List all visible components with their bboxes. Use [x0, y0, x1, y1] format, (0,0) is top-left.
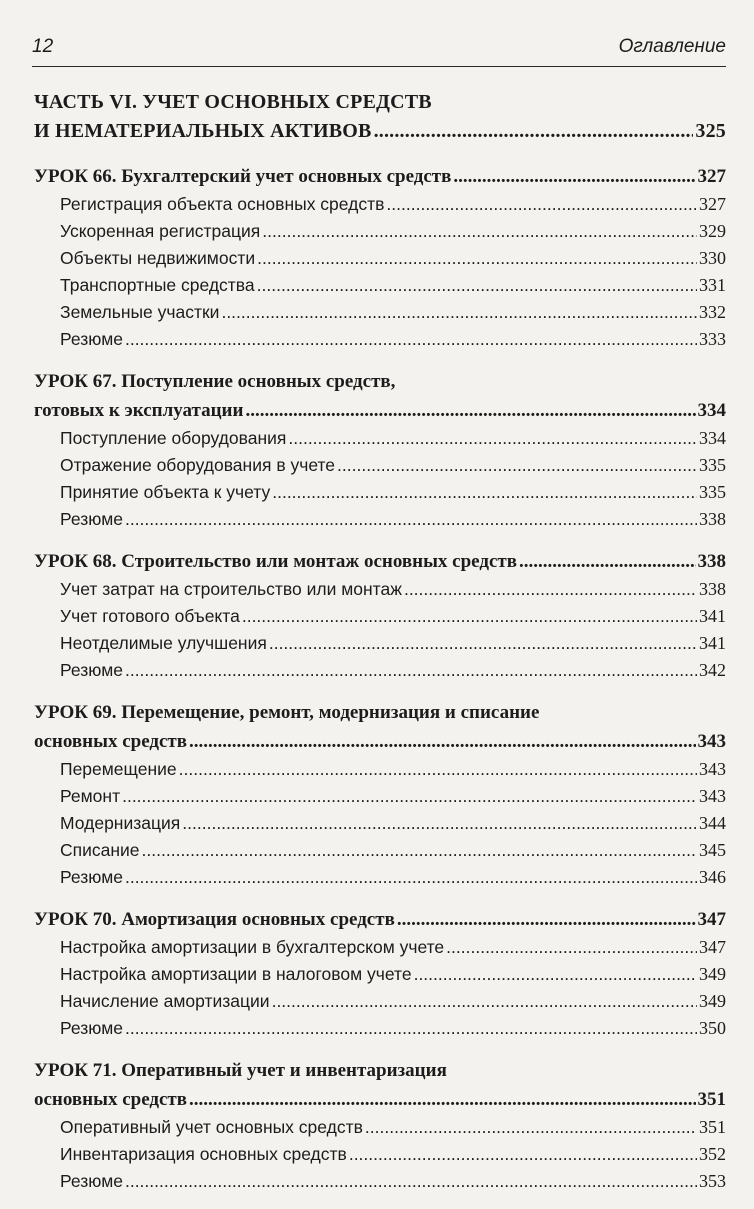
- dot-leader: [446, 934, 697, 961]
- toc-item: [60, 218, 726, 245]
- toc-item-label: Начисление амортизации: [60, 991, 270, 1011]
- lesson-title-line: УРОК 70. Амортизация основных средств ..... 347: [34, 905, 726, 934]
- toc-item-label: Резюме: [60, 660, 123, 680]
- toc-item-label: Отражение оборудования в учете: [60, 455, 336, 475]
- lesson-entry: [34, 367, 726, 533]
- toc-item-page: 350: [699, 1018, 726, 1038]
- toc-item: [60, 576, 726, 603]
- lesson-title-line: УРОК 71. Оперативный учет и инвентаризация: [34, 1060, 447, 1081]
- toc-item-label: Списание: [60, 840, 140, 860]
- lesson-subsections: [34, 1114, 726, 1195]
- lesson-title-line: УРОК 66. Бухгалтерский учет основных средств ..... 327: [34, 162, 726, 191]
- dot-leader: [404, 576, 697, 603]
- dot-leader: [125, 1015, 697, 1042]
- toc-item: [60, 326, 726, 353]
- toc-item-label: Резюме: [60, 329, 123, 349]
- toc-item-label: Объекты недвижимости: [60, 248, 256, 268]
- dot-leader: [179, 756, 697, 783]
- lesson-page: 338: [697, 551, 726, 572]
- dot-leader: [374, 117, 694, 146]
- toc-item-label: Неотделимые улучшения: [60, 633, 267, 653]
- toc-item: [60, 1015, 726, 1042]
- dot-leader: [125, 657, 697, 684]
- toc-item-label: Резюме: [60, 867, 123, 887]
- dot-leader: [262, 218, 697, 245]
- toc-item: [60, 934, 726, 961]
- dot-leader: [257, 245, 697, 272]
- toc-item-label: Резюме: [60, 1018, 123, 1038]
- dot-leader: [272, 479, 697, 506]
- toc-item-page: 332: [699, 302, 726, 322]
- toc-item-page: 347: [699, 937, 726, 957]
- lesson-title-line: основных средств ..... 343: [34, 727, 726, 756]
- toc-item-page: 335: [699, 482, 726, 502]
- toc-item-page: 346: [699, 867, 726, 887]
- dot-leader: [519, 547, 696, 576]
- lesson-page: 347: [697, 909, 726, 930]
- dot-leader: [182, 810, 697, 837]
- toc-item: [60, 657, 726, 684]
- table-of-contents: [34, 88, 726, 1209]
- toc-item-page: 329: [699, 221, 726, 241]
- toc-item: [60, 988, 726, 1015]
- dot-leader: [257, 272, 697, 299]
- toc-item-page: 333: [699, 329, 726, 349]
- toc-item-page: 338: [699, 509, 726, 529]
- lesson-list: [34, 162, 726, 1195]
- lesson-subsections: [34, 191, 726, 353]
- toc-item-page: 353: [699, 1171, 726, 1191]
- toc-item: [60, 479, 726, 506]
- lesson-subsections: [34, 425, 726, 533]
- page-number: 12: [32, 36, 54, 57]
- dot-leader: [125, 506, 697, 533]
- lesson-page: 334: [697, 400, 726, 421]
- toc-item-label: Земельные участки: [60, 302, 220, 322]
- toc-item: [60, 756, 726, 783]
- dot-leader: [189, 1085, 695, 1114]
- dot-leader: [453, 162, 695, 191]
- toc-item-page: 345: [699, 840, 726, 860]
- toc-item: [60, 506, 726, 533]
- dot-leader: [272, 988, 697, 1015]
- lesson-title-line: УРОК 69. Перемещение, ремонт, модернизация и списание: [34, 702, 540, 723]
- toc-item-page: 330: [699, 248, 726, 268]
- dot-leader: [125, 864, 697, 891]
- toc-item: [60, 837, 726, 864]
- toc-item-page: 338: [699, 579, 726, 599]
- part-title-line: И НЕМАТЕРИАЛЬНЫХ АКТИВОВ ..... 325: [34, 117, 726, 146]
- toc-item: [60, 783, 726, 810]
- toc-item-page: 349: [699, 991, 726, 1011]
- part-heading: [34, 88, 726, 146]
- lesson-entry: [34, 162, 726, 353]
- toc-item: [60, 1114, 726, 1141]
- lesson-title-line: основных средств ..... 351: [34, 1085, 726, 1114]
- toc-item-label: Учет готового объекта: [60, 606, 240, 626]
- toc-item-label: Резюме: [60, 509, 123, 529]
- toc-item-page: 331: [699, 275, 726, 295]
- toc-item-page: 343: [699, 759, 726, 779]
- lesson-subsections: [34, 576, 726, 684]
- dot-leader: [365, 1114, 697, 1141]
- lesson-entry: [34, 1056, 726, 1195]
- toc-item: [60, 630, 726, 657]
- toc-item-label: Поступление оборудования: [60, 428, 287, 448]
- toc-item: [60, 272, 726, 299]
- lesson-subsections: [34, 756, 726, 891]
- toc-item: [60, 452, 726, 479]
- lesson-page: 327: [697, 166, 726, 187]
- toc-item-label: Ускоренная регистрация: [60, 221, 261, 241]
- toc-item: [60, 603, 726, 630]
- toc-item-label: Учет затрат на строительство или монтаж: [60, 579, 402, 599]
- toc-item: [60, 245, 726, 272]
- running-title: Оглавление: [618, 36, 726, 57]
- dot-leader: [242, 603, 697, 630]
- toc-item-page: 344: [699, 813, 726, 833]
- toc-item-label: Транспортные средства: [60, 275, 255, 295]
- toc-item: [60, 961, 726, 988]
- dot-leader: [125, 326, 697, 353]
- toc-item-label: Регистрация объекта основных средств: [60, 194, 385, 214]
- toc-item-page: 349: [699, 964, 726, 984]
- toc-item: [60, 191, 726, 218]
- toc-item-page: 342: [699, 660, 726, 680]
- toc-item-page: 335: [699, 455, 726, 475]
- toc-item-page: 343: [699, 786, 726, 806]
- dot-leader: [337, 452, 697, 479]
- toc-item-label: Ремонт: [60, 786, 121, 806]
- lesson-title-line: УРОК 68. Строительство или монтаж основных средств ..... 338: [34, 547, 726, 576]
- running-header: [32, 34, 726, 67]
- toc-item: [60, 299, 726, 326]
- toc-item-label: Резюме: [60, 1171, 123, 1191]
- dot-leader: [386, 191, 697, 218]
- part-page: 325: [695, 120, 726, 142]
- toc-item-label: Настройка амортизации в налоговом учете: [60, 964, 412, 984]
- toc-item-label: Принятие объекта к учету: [60, 482, 271, 502]
- toc-item: [60, 425, 726, 452]
- dot-leader: [189, 727, 695, 756]
- lesson-title-line: УРОК 67. Поступление основных средств,: [34, 371, 396, 392]
- toc-item-page: 327: [699, 194, 726, 214]
- toc-item-page: 352: [699, 1144, 726, 1164]
- lesson-page: 343: [697, 731, 726, 752]
- lesson-subsections: [34, 934, 726, 1042]
- dot-leader: [269, 630, 697, 657]
- dot-leader: [414, 961, 697, 988]
- lesson-entry: [34, 905, 726, 1042]
- toc-item: [60, 864, 726, 891]
- dot-leader: [142, 837, 697, 864]
- toc-item-page: 334: [699, 428, 726, 448]
- toc-item-label: Модернизация: [60, 813, 181, 833]
- lesson-title-line: готовых к эксплуатации ..... 334: [34, 396, 726, 425]
- dot-leader: [397, 905, 696, 934]
- toc-item: [60, 1168, 726, 1195]
- dot-leader: [221, 299, 697, 326]
- lesson-page: 351: [697, 1089, 726, 1110]
- lesson-entry: [34, 547, 726, 684]
- toc-item: [60, 1141, 726, 1168]
- dot-leader: [349, 1141, 697, 1168]
- lesson-entry: [34, 698, 726, 891]
- toc-item-label: Инвентаризация основных средств: [60, 1144, 347, 1164]
- toc-item-label: Перемещение: [60, 759, 177, 779]
- dot-leader: [122, 783, 697, 810]
- dot-leader: [245, 396, 695, 425]
- dot-leader: [288, 425, 697, 452]
- toc-item-page: 341: [699, 606, 726, 626]
- toc-item-label: Оперативный учет основных средств: [60, 1117, 363, 1137]
- toc-item-page: 351: [699, 1117, 726, 1137]
- toc-item-page: 341: [699, 633, 726, 653]
- toc-item: [60, 810, 726, 837]
- dot-leader: [125, 1168, 697, 1195]
- toc-item-label: Настройка амортизации в бухгалтерском учете: [60, 937, 445, 957]
- part-title-line: ЧАСТЬ VI. УЧЕТ ОСНОВНЫХ СРЕДСТВ: [34, 91, 432, 113]
